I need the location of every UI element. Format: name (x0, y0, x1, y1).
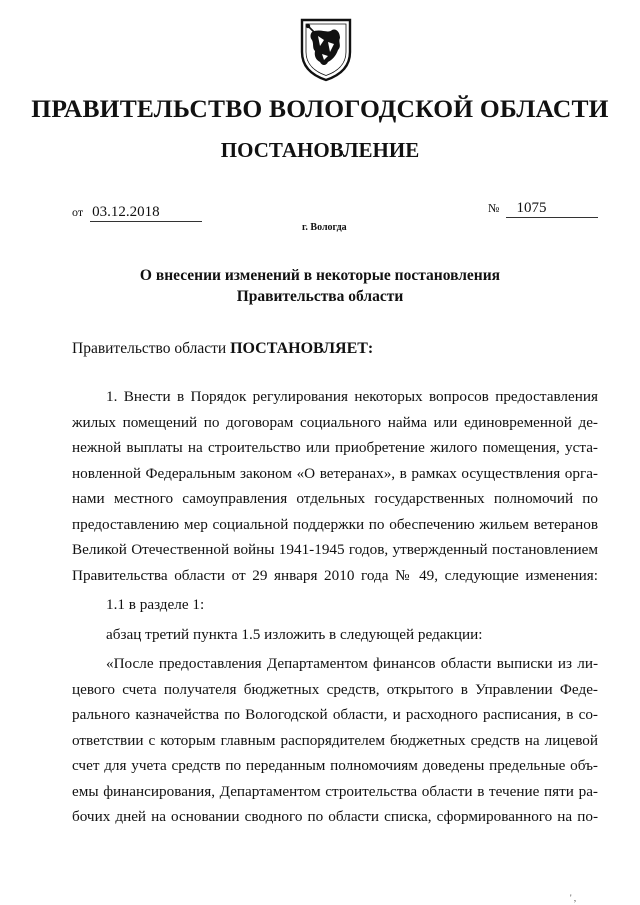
body-line: счет для учета средств по переданным полномочиям доведены предельные объ- (72, 757, 598, 774)
subject-line: О внесении изменений в некоторые постановления (139, 267, 501, 284)
body-line: предоставлению мер социальной поддержки по обеспечению жильем ветеранов (72, 515, 598, 533)
body-line: ответствии с которым главным распорядителем бюджетных средств на лицевой (72, 731, 598, 749)
coat-of-arms-emblem (298, 16, 354, 82)
body-line: 1.1 в разделе 1: (106, 596, 205, 613)
scan-marks: ' , (570, 893, 577, 903)
vologda-coat-of-arms-icon (298, 16, 354, 82)
date-prefix: от (72, 205, 84, 219)
document-city: г. Вологда (302, 222, 347, 233)
subject-line: Правительства области (236, 288, 404, 305)
body-line: абзац третий пункта 1.5 изложить в следующей редакции: (106, 625, 483, 643)
body-line: нами местного самоуправления отдельных государственных полномочий по (72, 490, 598, 507)
preamble-decree-word: ПОСТАНОВЛЯЕТ: (230, 340, 374, 357)
document-number-line (488, 200, 598, 218)
document-number: 1075 (506, 200, 598, 218)
document-date: 03.12.2018 (90, 204, 202, 222)
body-line: новленной Федеральным законом «О ветеранах», в рамках осуществления орга- (72, 464, 598, 482)
body-line: жилых помещений по договорам социального найма или единовременной де- (72, 413, 598, 431)
document-subject (0, 265, 640, 307)
body-line: Великой Отечественной войны 1941-1945 годов, утвержденный постановлением (72, 541, 598, 558)
body-line: бочих дней на основании сводного по области списка, сформированного на по- (72, 808, 598, 825)
body-line: нежной выплаты на строительство или приобретение жилого помещения, уста- (72, 439, 598, 456)
organization-title: ПРАВИТЕЛЬСТВО ВОЛОГОДСКОЙ ОБЛАСТИ (31, 94, 609, 123)
number-prefix: № (488, 201, 500, 215)
document-body (72, 384, 598, 830)
document-type: ПОСТАНОВЛЕНИЕ (220, 138, 420, 162)
body-line: 1. Внести в Порядок регулирования некоторых вопросов предоставления (106, 388, 598, 405)
body-line: цевого счета получателя бюджетных средств, открытого в Управлении Феде- (72, 680, 598, 698)
body-line: Правительства области от 29 января 2010 года № 49, следующие изменения: (72, 566, 598, 584)
preamble (72, 340, 373, 358)
body-line: «После предоставления Департаментом финансов области выписки из ли- (106, 655, 598, 672)
preamble-text: Правительство области (72, 340, 227, 357)
body-line: рального казначейства по Вологодской области, и расходного расписания, в со- (72, 706, 598, 723)
body-line: емы финансирования, Департаментом строительства области в течение пяти ра- (72, 782, 598, 800)
document-date-line (72, 204, 202, 222)
